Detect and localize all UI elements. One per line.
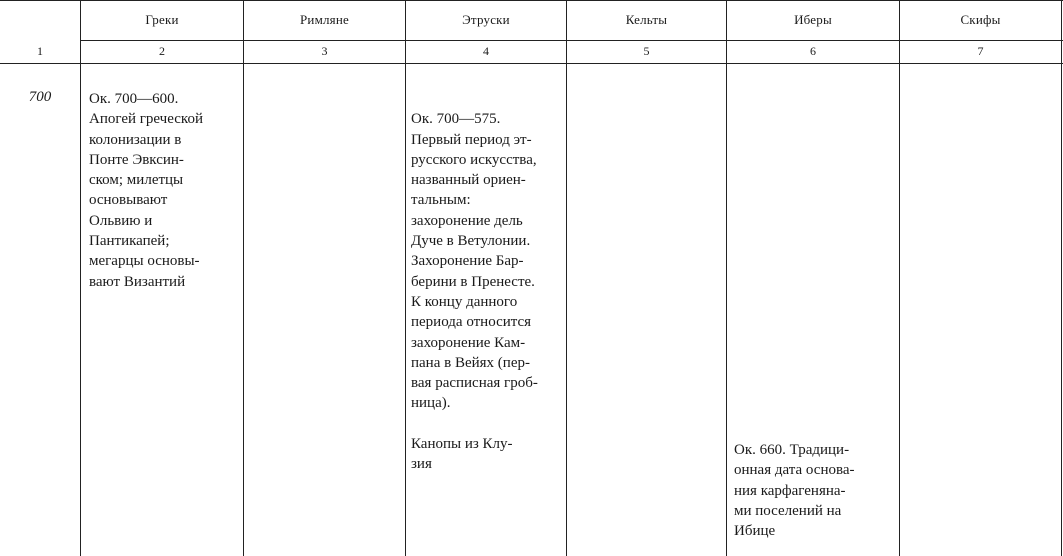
header-iberians: Иберы — [794, 12, 832, 27]
header-etruscans: Этруски — [462, 12, 510, 27]
column-number-2: 2 — [159, 44, 165, 58]
column-number-5: 5 — [643, 44, 650, 58]
header-celts: Кельты — [625, 12, 668, 27]
col-border-6 — [899, 0, 900, 556]
col-border-7 — [1061, 0, 1062, 556]
column-number-7: 7 — [977, 44, 984, 58]
col-border-2 — [243, 0, 244, 556]
column-number-4: 4 — [483, 44, 489, 58]
year-cell: 700 — [28, 89, 52, 105]
column-number-3: 3 — [321, 44, 328, 58]
col-border-3 — [405, 0, 406, 556]
header-scythians: Скифы — [960, 12, 1001, 27]
column-number-6: 6 — [810, 44, 816, 58]
header-bottom-border — [0, 63, 1063, 64]
column-number-1: 1 — [37, 44, 43, 58]
etruscans-text-2: Канопы из Клу- зия — [411, 436, 513, 473]
col-border-5 — [726, 0, 727, 556]
greeks-cell: Ок. 700—600. Апогей греческой колонизации в Понте Эвксин- ском; милетцы основывают Ольвию и Пантикапей; мегарцы основы- вают Византий — [89, 91, 203, 290]
etruscans-cell — [411, 89, 563, 495]
col-border-1 — [80, 0, 81, 556]
header-romans: Римляне — [299, 12, 349, 27]
iberians-cell: Ок. 660. Традици- онная дата основа- ния карфагеняна- ми поселений на Ибице — [734, 442, 855, 540]
header-greeks: Греки — [145, 12, 179, 27]
etruscans-text-1: Ок. 700—575. Первый период эт- русского искусства, названный ориен- тальным: захоронение дель Дуче в Ветулонии. Захоронение Бар- берини в Пренесте. К концу данного периода относится захоронение Кам- пана в Вейях (пер- вая расписная гроб- ница). — [411, 111, 538, 412]
col-border-4 — [566, 0, 567, 556]
